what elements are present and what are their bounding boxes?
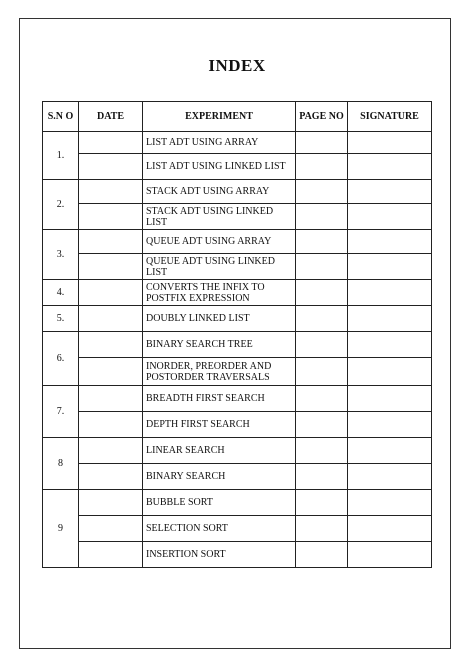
signature-cell bbox=[348, 358, 432, 386]
experiment-cell: LIST ADT USING ARRAY bbox=[143, 132, 296, 154]
table-row bbox=[43, 542, 432, 568]
date-cell bbox=[79, 180, 143, 204]
signature-cell bbox=[348, 332, 432, 358]
table-row bbox=[43, 154, 432, 180]
page-no-cell bbox=[296, 358, 348, 386]
table-row bbox=[43, 204, 432, 230]
sno-cell: 6. bbox=[43, 332, 79, 386]
table-row bbox=[43, 230, 432, 254]
signature-cell bbox=[348, 386, 432, 412]
table-row bbox=[43, 280, 432, 306]
date-cell bbox=[79, 490, 143, 516]
date-cell bbox=[79, 230, 143, 254]
page-no-cell bbox=[296, 542, 348, 568]
page-no-cell bbox=[296, 132, 348, 154]
sno-cell: 3. bbox=[43, 230, 79, 280]
page-no-cell bbox=[296, 464, 348, 490]
experiment-cell: INSERTION SORT bbox=[143, 542, 296, 568]
date-cell bbox=[79, 542, 143, 568]
signature-cell bbox=[348, 280, 432, 306]
sno-cell: 7. bbox=[43, 386, 79, 438]
date-cell bbox=[79, 358, 143, 386]
signature-cell bbox=[348, 516, 432, 542]
header-experiment: EXPERIMENT bbox=[143, 102, 296, 132]
table-row bbox=[43, 386, 432, 412]
index-body bbox=[43, 132, 432, 568]
experiment-cell: DEPTH FIRST SEARCH bbox=[143, 412, 296, 438]
date-cell bbox=[79, 204, 143, 230]
table-row bbox=[43, 254, 432, 280]
page-no-cell bbox=[296, 490, 348, 516]
table-row bbox=[43, 180, 432, 204]
table-row bbox=[43, 132, 432, 154]
page-no-cell bbox=[296, 230, 348, 254]
date-cell bbox=[79, 386, 143, 412]
signature-cell bbox=[348, 180, 432, 204]
table-row bbox=[43, 306, 432, 332]
experiment-cell: BUBBLE SORT bbox=[143, 490, 296, 516]
signature-cell bbox=[348, 254, 432, 280]
date-cell bbox=[79, 254, 143, 280]
page-no-cell bbox=[296, 254, 348, 280]
table-row bbox=[43, 332, 432, 358]
page-no-cell bbox=[296, 154, 348, 180]
page-no-cell bbox=[296, 438, 348, 464]
experiment-cell: STACK ADT USING LINKED LIST bbox=[143, 204, 296, 230]
page-no-cell bbox=[296, 180, 348, 204]
signature-cell bbox=[348, 204, 432, 230]
signature-cell bbox=[348, 542, 432, 568]
signature-cell bbox=[348, 490, 432, 516]
date-cell bbox=[79, 412, 143, 438]
experiment-cell: QUEUE ADT USING ARRAY bbox=[143, 230, 296, 254]
date-cell bbox=[79, 280, 143, 306]
experiment-cell: BINARY SEARCH bbox=[143, 464, 296, 490]
table-row bbox=[43, 412, 432, 438]
header-row bbox=[43, 102, 432, 132]
page-no-cell bbox=[296, 412, 348, 438]
page-no-cell bbox=[296, 204, 348, 230]
page-no-cell bbox=[296, 332, 348, 358]
experiment-cell: QUEUE ADT USING LINKED LIST bbox=[143, 254, 296, 280]
page-no-cell bbox=[296, 516, 348, 542]
date-cell bbox=[79, 438, 143, 464]
experiment-cell: LIST ADT USING LINKED LIST bbox=[143, 154, 296, 180]
header-page-no: PAGE NO bbox=[296, 102, 348, 132]
date-cell bbox=[79, 132, 143, 154]
table-row bbox=[43, 464, 432, 490]
sno-cell: 4. bbox=[43, 280, 79, 306]
sno-cell: 9 bbox=[43, 490, 79, 568]
signature-cell bbox=[348, 132, 432, 154]
experiment-cell: INORDER, PREORDER AND POSTORDER TRAVERSALS bbox=[143, 358, 296, 386]
index-table bbox=[42, 101, 432, 568]
signature-cell bbox=[348, 464, 432, 490]
page-no-cell bbox=[296, 386, 348, 412]
experiment-cell: BREADTH FIRST SEARCH bbox=[143, 386, 296, 412]
table-row bbox=[43, 438, 432, 464]
experiment-cell: CONVERTS THE INFIX TO POSTFIX EXPRESSION bbox=[143, 280, 296, 306]
date-cell bbox=[79, 516, 143, 542]
experiment-cell: SELECTION SORT bbox=[143, 516, 296, 542]
page-title: INDEX bbox=[208, 56, 266, 75]
sno-cell: 5. bbox=[43, 306, 79, 332]
date-cell bbox=[79, 306, 143, 332]
table-row bbox=[43, 516, 432, 542]
header-date: DATE bbox=[79, 102, 143, 132]
signature-cell bbox=[348, 438, 432, 464]
signature-cell bbox=[348, 412, 432, 438]
experiment-cell: STACK ADT USING ARRAY bbox=[143, 180, 296, 204]
experiment-cell: LINEAR SEARCH bbox=[143, 438, 296, 464]
date-cell bbox=[79, 332, 143, 358]
page-no-cell bbox=[296, 306, 348, 332]
experiment-cell: BINARY SEARCH TREE bbox=[143, 332, 296, 358]
sno-cell: 1. bbox=[43, 132, 79, 180]
header-sno: S.N O bbox=[43, 102, 79, 132]
experiment-cell: DOUBLY LINKED LIST bbox=[143, 306, 296, 332]
page-no-cell bbox=[296, 280, 348, 306]
table-row bbox=[43, 490, 432, 516]
date-cell bbox=[79, 154, 143, 180]
header-signature: SIGNATURE bbox=[348, 102, 432, 132]
sno-cell: 2. bbox=[43, 180, 79, 230]
signature-cell bbox=[348, 306, 432, 332]
signature-cell bbox=[348, 154, 432, 180]
sno-cell: 8 bbox=[43, 438, 79, 490]
signature-cell bbox=[348, 230, 432, 254]
table-row bbox=[43, 358, 432, 386]
date-cell bbox=[79, 464, 143, 490]
